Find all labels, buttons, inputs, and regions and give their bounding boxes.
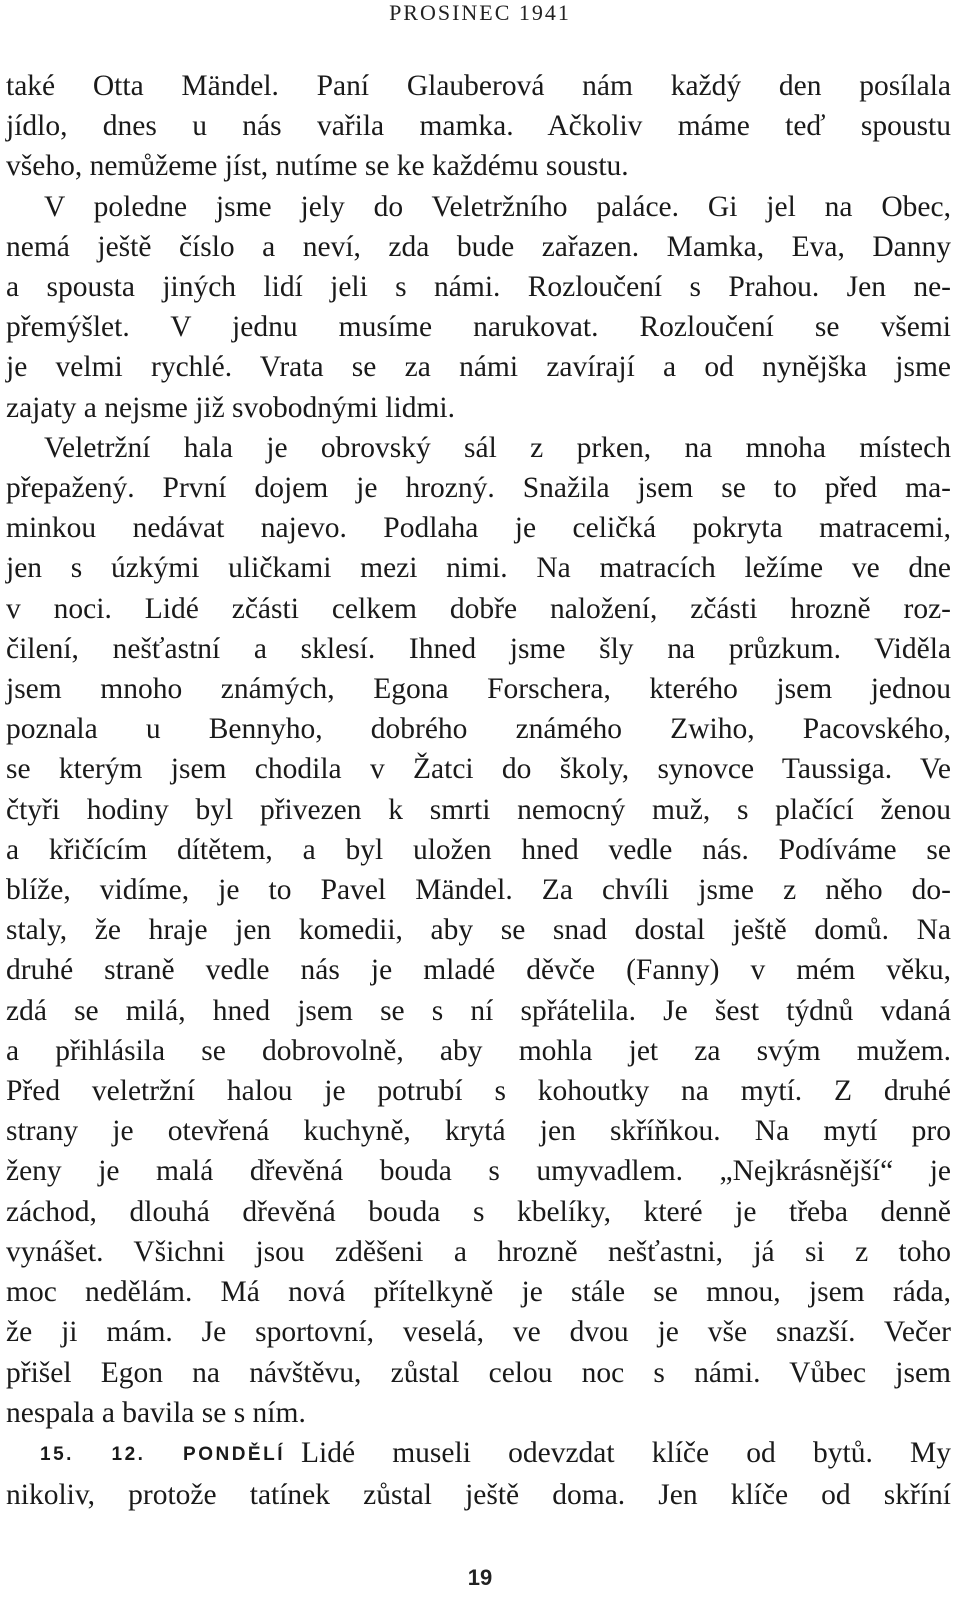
text-line: blíže, vidíme, je to Pavel Mändel. Za chvíli jsme z něho do- [6, 874, 951, 907]
text-line: Veletržní hala je obrovský sál z prken, na mnoha místech [44, 431, 951, 464]
text-line: poznala u Bennyho, dobrého známého Zwiho, Pacovského, [6, 713, 951, 746]
text-line: je velmi rychlé. Vrata se za námi zavírají a od nynějška jsme [6, 351, 951, 384]
text-line: zajaty a nejsme již svobodnými lidmi. [6, 391, 455, 424]
text-line: čilení, nešťastní a sklesí. Ihned jsme šly na průzkum. Viděla [6, 632, 951, 665]
text-line: přepažený. První dojem je hrozný. Snažila jsem se to před ma- [6, 472, 951, 505]
text-line: nikoliv, protože tatínek zůstal ještě doma. Jen klíče od skříní [6, 1479, 951, 1512]
text-line: se kterým jsem chodila v Žatci do školy, synovce Taussiga. Ve [6, 753, 951, 786]
text-line: přišel Egon na návštěvu, zůstal celou noc s námi. Vůbec jsem [6, 1356, 951, 1389]
text-line: Před veletržní halou je potrubí s kohoutky na mytí. Z druhé [6, 1075, 951, 1108]
text-line: všeho, nemůžeme jíst, nutíme se ke každému soustu. [6, 150, 629, 183]
running-head: PROSINEC 1941 [389, 0, 571, 25]
text-line: moc nedělám. Má nová přítelkyně je stále se mnou, jsem ráda, [6, 1276, 951, 1309]
text-line: a spousta jiných lidí jeli s námi. Rozloučení s Prahou. Jen ne- [6, 271, 951, 304]
text-line: že ji mám. Je sportovní, veselá, ve dvou je vše snazší. Večer [6, 1316, 951, 1349]
text-line: strany je otevřená kuchyně, krytá jen skříňkou. Na mytí pro [6, 1115, 951, 1148]
page-number: 19 [467, 1565, 493, 1590]
text-line: jídlo, dnes u nás vařila mamka. Ačkoliv máme teď spoustu [6, 110, 951, 143]
text-line: a přihlásila se dobrovolně, aby mohla jet za svým mužem. [6, 1034, 951, 1067]
text-line: staly, že hraje jen komedii, aby se snad dostal ještě domů. Na [6, 914, 951, 947]
text-line: také Otta Mändel. Paní Glauberová nám každý den posílala [6, 70, 951, 102]
text-line: nemá ještě číslo a neví, zda bude zařazen. Mamka, Eva, Danny [6, 230, 951, 263]
entry-line [6, 1433, 951, 1475]
text-line: v noci. Lidé zčásti celkem dobře naložení, zčásti hrozně roz- [6, 592, 951, 625]
text-line: jen s úzkými uličkami mezi nimi. Na matracích ležíme ve dne [6, 552, 951, 585]
text-line: ženy je malá dřevěná bouda s umyvadlem. „Nejkrásnější“ je [6, 1155, 951, 1188]
text-line: vynášet. Všichni jsou zděšeni a hrozně nešťastni, já si z toho [6, 1235, 951, 1268]
text-line: a křičícím dítětem, a byl uložen hned vedle nás. Podíváme se [6, 833, 951, 866]
text-line: jsem mnoho známých, Egona Forschera, kterého jsem jednou [6, 673, 951, 706]
text-line: přemýšlet. V jednu musíme narukovat. Rozloučení se všemi [6, 311, 951, 344]
text-line: čtyři hodiny byl přivezen k smrti nemocný muž, s plačící ženou [6, 793, 951, 826]
text-line: minkou nedávat najevo. Podlaha je celičká pokryta matracemi, [6, 512, 951, 545]
entry-text: Lidé museli odevzdat klíče od bytů. My [300, 1436, 951, 1469]
entry-date: 15. 12. PONDĚLÍ [40, 1443, 285, 1465]
text-line: zdá se milá, hned jsem se s ní spřátelila. Je šest týdnů vdaná [6, 994, 951, 1027]
body-text [6, 66, 951, 1515]
text-line: V poledne jsme jely do Veletržního paláce. Gi jel na Obec, [44, 190, 951, 223]
text-line: záchod, dlouhá dřevěná bouda s kbelíky, které je třeba denně [6, 1195, 951, 1228]
text-line: nespala a bavila se s ním. [6, 1396, 306, 1429]
text-line: druhé straně vedle nás je mladé děvče (Fanny) v mém věku, [6, 954, 951, 987]
